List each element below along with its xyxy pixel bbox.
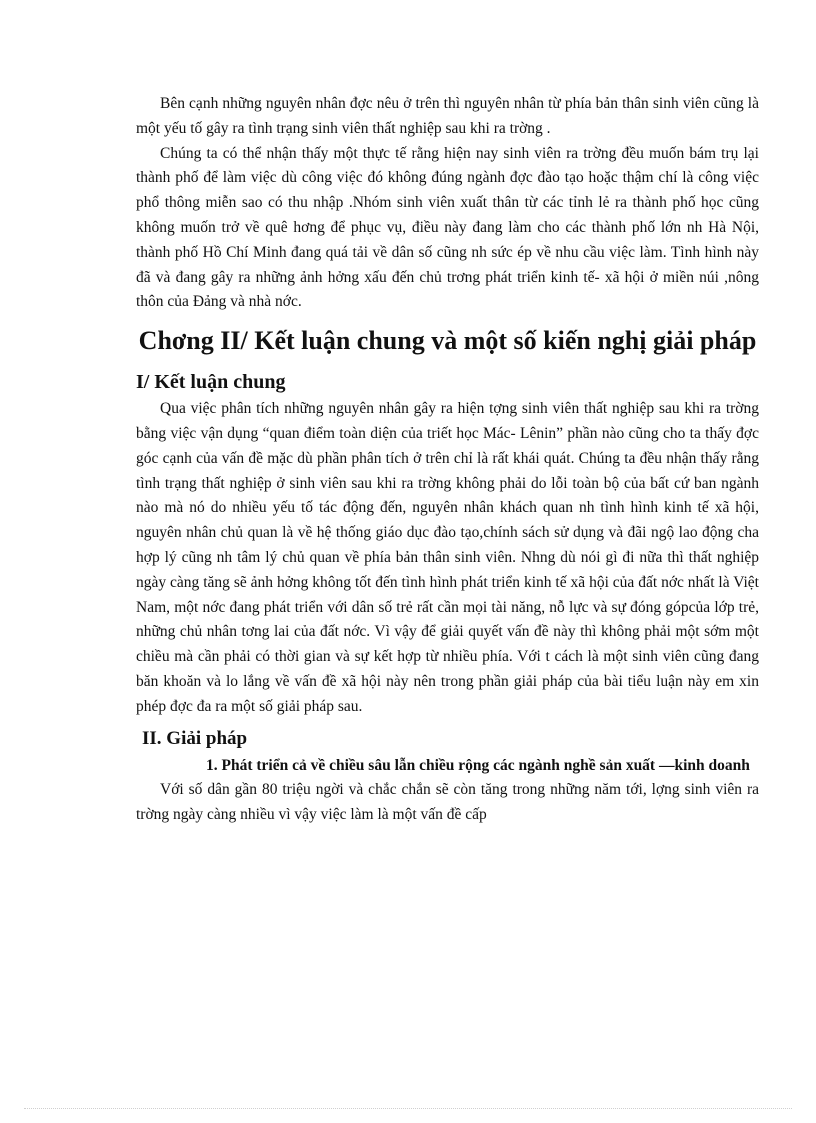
- section-heading-conclusion: I/ Kết luận chung: [136, 371, 286, 394]
- document-page: [136, 92, 759, 828]
- section-heading-solutions: II. Giải pháp: [142, 727, 248, 749]
- paragraph-population: Với số dân gần 80 triệu ngời và chắc chắn sẽ còn tăng trong những năm tới, lợng sinh viên ra trờng ngày càng nhiều vì vậy việc làm là một vấn đề cấp: [136, 781, 759, 824]
- paragraph-urban-migration: Chúng ta có thể nhận thấy một thực tế rằng hiện nay sinh viên ra trờng đều muốn bám trụ lại thành phố để làm việc dù công việc đó không đúng ngành đợc đào tạo hoặc thậm chí là công việc phổ thông miễn sao có thu nhập .Nhóm sinh viên xuất thân từ các tỉnh lẻ ra thành phố học cũng không muốn trở về quê hơng để phục vụ, điều này đang làm cho các thành phố lớn nh Hà Nội, thành phố Hồ Chí Minh đang quá tải về dân số cũng nh sức ép về nhu cầu việc làm. Tình hình này đã và đang gây ra những ảnh hởng xấu đến chủ trơng phát triển kinh tế- xã hội ở miền núi ,nông thôn của Đảng và nhà nớc.: [136, 144, 759, 311]
- page-bottom-divider: [24, 1108, 792, 1109]
- paragraph-conclusion: Qua việc phân tích những nguyên nhân gây ra hiện tợng sinh viên thất nghiệp sau khi ra trờng bằng việc vận dụng “quan điểm toàn diện của triết học Mác- Lênin” phần nào cũng cho ta thấy đợc góc cạnh của vấn đề mặc dù phần phân tích ở trên chỉ là rất khái quát. Chúng ta đều nhận thấy rằng tình trạng thất nghiệp ở sinh viên sau khi ra trờng không phải do lỗi toàn bộ của bất cứ ban ngành nào mà nó do nhiều yếu tố tác động đến, nguyên nhân khách quan nh tình hình kinh tế xã hội, nguyên nhân chủ quan là về hệ thống giáo dục đào tạo,chính sách sử dụng và đãi ngộ lao động cha hợp lý cũng nh tâm lý chủ quan về phía bản thân sinh viên. Nhng dù nói gì đi nữa thì thất nghiệp ngày càng tăng sẽ ảnh hởng không tốt đến tình hình phát triển kinh tế xã hội của đất nớc nhất là Việt Nam, một nớc đang phát triển với dân số trẻ rất cần mọi tài năng, nỗ lực và sự đóng gópcủa lớp trẻ, những chủ nhân tơng lai của đất nớc. Vì vậy để giải quyết vấn đề này thì không phải một sớm một chiều mà cần phải có thời gian và sự kết hợp từ nhiều phía. Với t cách là một sinh viên cũng đang băn khoăn và lo lắng về vấn đề xã hội này nên trong phần giải pháp của bài tiểu luận này em xin phép đợc đa ra một số giải pháp sau.: [136, 400, 759, 715]
- paragraph-student-causes: Bên cạnh những nguyên nhân đợc nêu ở trên thì nguyên nhân từ phía bản thân sinh viên cũng là một yếu tố gây ra tình trạng sinh viên thất nghiệp sau khi ra trờng .: [136, 95, 759, 137]
- subsection-heading-development: 1. Phát triển cả về chiều sâu lẫn chiều rộng các ngành nghề sản xuất —kinh doanh: [206, 756, 750, 774]
- chapter-heading: Chơng II/ Kết luận chung và một số kiến nghị giải pháp: [138, 326, 757, 356]
